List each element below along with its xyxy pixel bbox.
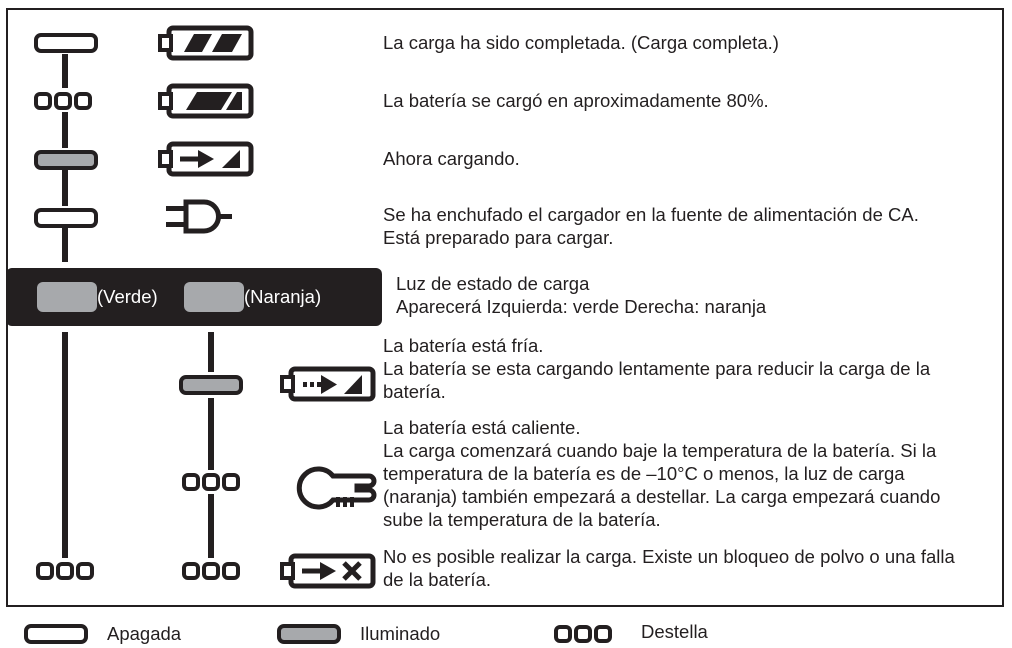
battery-error-icon xyxy=(282,556,373,586)
battery-80-icon xyxy=(160,86,251,116)
band-subtitle: Aparecerá Izquierda: verde Derecha: naranja xyxy=(396,296,767,317)
legend-blinking-icon xyxy=(556,627,610,641)
legend-lit-label: Iluminado xyxy=(360,623,441,644)
legend-off-label: Apagada xyxy=(107,623,182,644)
row-text-battery-cold: La batería está fría. La batería se esta cargando lentamente para reducir la carga de la batería. xyxy=(383,335,931,402)
plug-icon xyxy=(166,202,232,231)
legend-blinking-label: Destella xyxy=(641,621,708,642)
status-light-blinking xyxy=(184,564,238,578)
row-text-plugged: Se ha enchufado el cargador en la fuente de alimentación de CA. Está preparado para cargar. xyxy=(383,204,919,248)
battery-full-icon xyxy=(160,28,251,58)
status-light-blinking xyxy=(38,564,92,578)
battery-charging-icon xyxy=(160,144,251,174)
orange-light-label: (Naranja) xyxy=(244,286,322,307)
status-light-off xyxy=(36,210,96,226)
row-text-charging: Ahora cargando. xyxy=(383,148,520,169)
status-light-lit xyxy=(181,377,241,393)
row-text-battery-hot: La batería está caliente. La carga comenzará cuando baje la temperatura de la batería. Si la temperatura de la batería es de –10°C o menos, la luz de carga (naranja) también empezará a destellar. La carga empezará cuando sube la temperatura de la batería. xyxy=(383,417,941,530)
status-light-lit xyxy=(36,152,96,168)
status-light-off xyxy=(36,35,96,51)
orange-light-swatch xyxy=(184,282,244,312)
legend-off-icon xyxy=(26,626,86,642)
row-text-charge-80: La batería se cargó en aproximadamente 80%. xyxy=(383,90,769,111)
green-light-label: (Verde) xyxy=(97,286,158,307)
battery-slow-charge-icon xyxy=(282,369,373,399)
status-light-blinking xyxy=(184,475,238,489)
thermometer-icon xyxy=(299,469,374,507)
legend-lit-icon xyxy=(279,626,339,642)
row-text-charge-error: No es posible realizar la carga. Existe un bloqueo de polvo o una falla de la batería. xyxy=(383,546,955,590)
band-title: Luz de estado de carga xyxy=(396,273,590,294)
status-light-blinking xyxy=(36,94,90,108)
green-light-swatch xyxy=(37,282,97,312)
row-text-charge-complete: La carga ha sido completada. (Carga completa.) xyxy=(383,32,779,53)
